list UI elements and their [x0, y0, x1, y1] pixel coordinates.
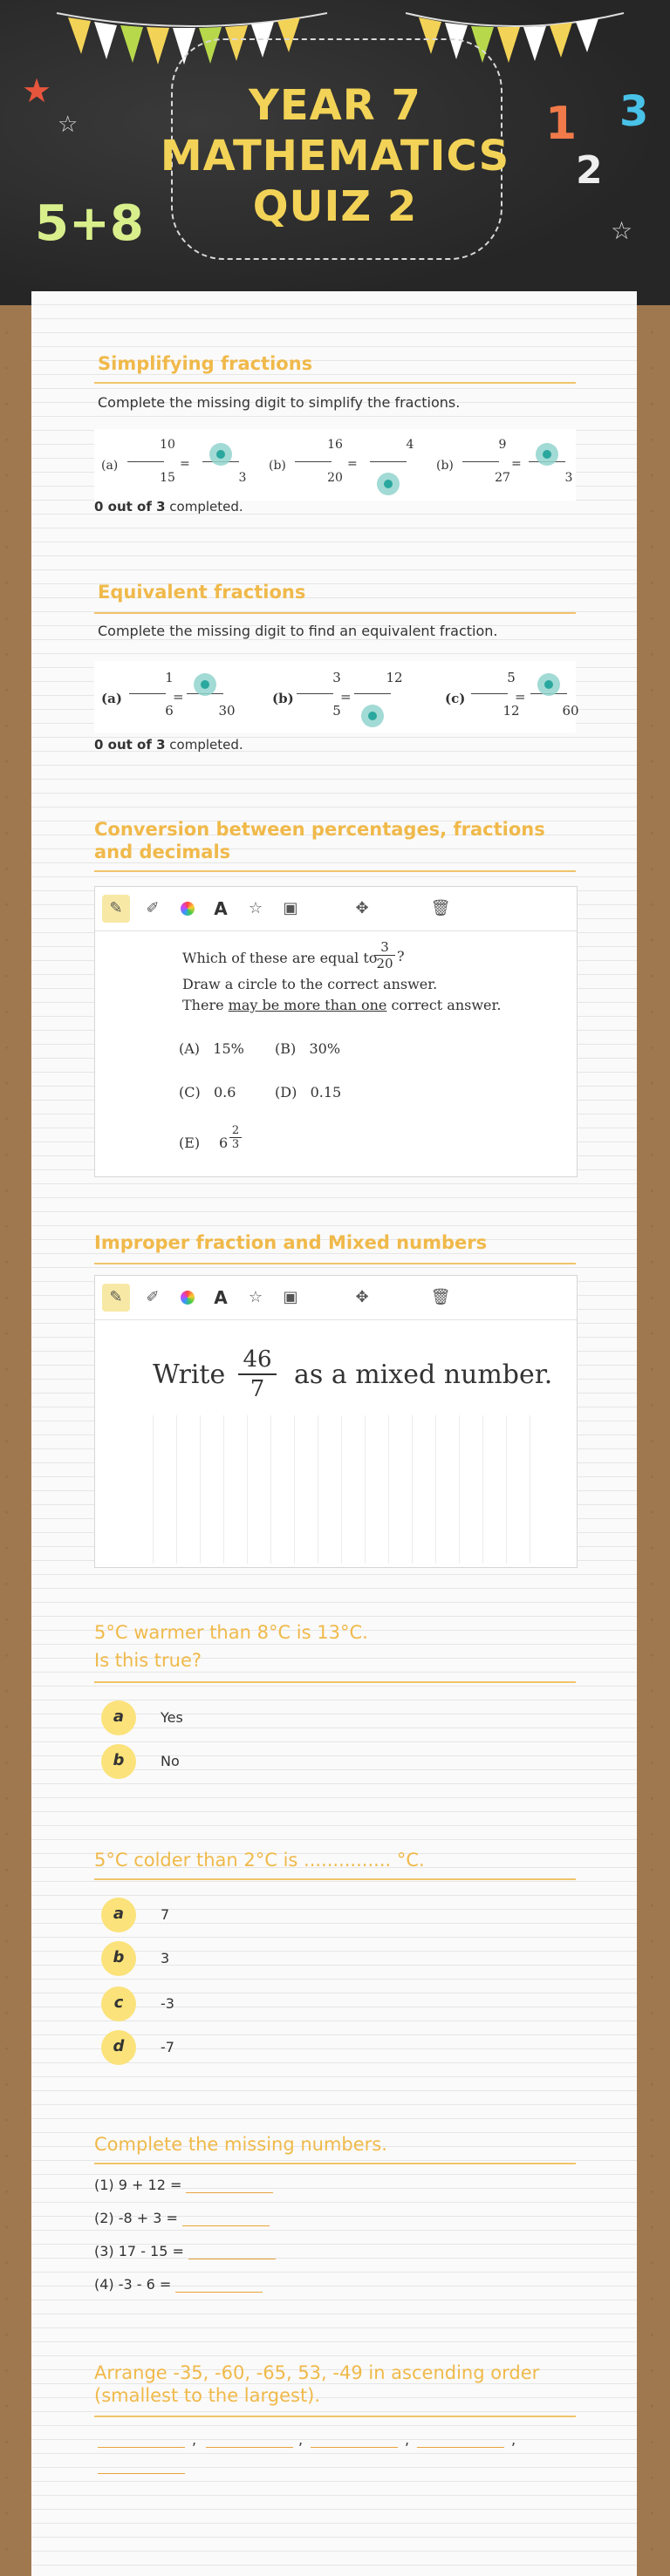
option-e-fraction [229, 1124, 242, 1151]
option-badge-c[interactable]: c [101, 1987, 136, 2021]
text-tool-icon[interactable]: A [214, 1287, 228, 1308]
option-badge-a[interactable]: a [101, 1898, 136, 1932]
separator: , [511, 2431, 516, 2448]
deco-equation: 5+8 [35, 195, 144, 252]
image-icon[interactable]: ▣ [283, 899, 298, 917]
denominator: 3 [564, 471, 573, 485]
question-title-colder: 5°C colder than 2°C is ............... °C. [94, 1850, 425, 1871]
marker-icon[interactable]: ✐ [146, 899, 160, 917]
section-title-simplifying: Simplifying fractions [98, 353, 313, 374]
answer-drop-target[interactable] [377, 473, 400, 495]
answer-blank[interactable] [188, 2243, 276, 2259]
question-write: Write [153, 1360, 226, 1390]
deco-number-three: 3 [619, 87, 649, 136]
move-icon[interactable]: ✥ [355, 1288, 369, 1306]
answer-blank[interactable] [98, 2447, 185, 2448]
numerator: 2 [231, 1124, 240, 1137]
option-e-whole: 6 [219, 1135, 229, 1151]
question-title-arrange: Arrange -35, -60, -65, 53, -49 in ascending order (smallest to the largest). [94, 2362, 540, 2406]
option-badge-b[interactable]: b [101, 1941, 136, 1976]
page-title: YEAR 7 MATHEMATICS QUIZ 2 [160, 81, 510, 231]
color-wheel-icon[interactable] [174, 1284, 202, 1312]
numerator: 4 [406, 438, 414, 452]
item-label: (a) [101, 459, 119, 473]
separator: , [192, 2431, 197, 2448]
missing-line-3: (3) 17 - 15 = [94, 2243, 276, 2259]
equals-sign: = [347, 457, 358, 471]
flag [68, 17, 91, 54]
question-line: There may be more than one correct answer. [182, 997, 502, 1013]
section-rule [94, 2416, 576, 2417]
completion-status: 0 out of 3 completed. [94, 499, 243, 515]
answer-blank[interactable] [186, 2177, 273, 2193]
missing-line-4: (4) -3 - 6 = [94, 2276, 263, 2293]
denominator: 5 [332, 703, 341, 719]
option-e: (E) [179, 1135, 201, 1151]
numerator: 16 [327, 438, 343, 452]
section-title-missing: Complete the missing numbers. [94, 2134, 387, 2155]
answer-drop-target[interactable] [209, 443, 232, 466]
denominator: 12 [502, 703, 520, 719]
option-text[interactable]: 3 [161, 1950, 170, 1966]
answer-drop-target[interactable] [537, 673, 560, 696]
option-badge-a[interactable]: a [101, 1700, 136, 1735]
numerator: 5 [507, 670, 516, 685]
denominator: 20 [376, 956, 393, 971]
question-line: Draw a circle to the correct answer. [182, 976, 438, 992]
move-icon[interactable]: ✥ [355, 899, 369, 917]
star-outline-icon: ☆ [611, 216, 633, 245]
section-title-equivalent: Equivalent fractions [98, 582, 306, 603]
option-text[interactable]: 7 [161, 1906, 170, 1923]
drawing-canvas-conversion[interactable] [94, 886, 578, 1177]
answer-blank[interactable] [311, 2447, 398, 2448]
flag [497, 27, 520, 63]
pencil-icon[interactable]: ✎ [102, 1284, 130, 1312]
equals-sign: = [180, 457, 190, 471]
option-badge-d[interactable]: d [101, 2030, 136, 2065]
item-label: (b) [269, 459, 286, 473]
item-label: (b) [436, 459, 454, 473]
option-d: (D) 0.15 [275, 1084, 342, 1101]
denominator: 3 [238, 471, 247, 485]
item-label: (a) [101, 691, 122, 706]
denominator: 15 [160, 471, 175, 485]
option-text[interactable]: -3 [161, 1995, 174, 2012]
trash-icon[interactable]: 🗑 [430, 899, 451, 917]
image-icon[interactable]: ▣ [283, 1288, 298, 1306]
equals-sign: = [515, 689, 526, 705]
question-title-warmer: 5°C warmer than 8°C is 13°C. Is this true? [94, 1622, 368, 1671]
numerator: 1 [165, 670, 174, 685]
section-rule [94, 612, 576, 614]
trash-icon[interactable]: 🗑 [430, 1288, 451, 1306]
item-label: (b) [272, 691, 294, 706]
drawing-canvas-improper[interactable] [94, 1275, 578, 1568]
option-badge-b[interactable]: b [101, 1744, 136, 1779]
instruction-text: Complete the missing digit to find an equivalent fraction. [98, 623, 498, 639]
answer-drop-target[interactable] [194, 673, 216, 696]
canvas-grid [130, 1415, 549, 1564]
question-mark: ? [397, 948, 405, 964]
star-outline-icon: ☆ [58, 112, 79, 138]
answer-drop-target[interactable] [536, 443, 558, 466]
separator: , [405, 2431, 410, 2448]
flag [576, 18, 598, 52]
equals-sign: = [173, 689, 184, 705]
pencil-icon[interactable]: ✎ [102, 895, 130, 923]
separator: , [298, 2431, 304, 2448]
marker-icon[interactable]: ✐ [146, 1288, 160, 1306]
equals-sign: = [511, 457, 522, 471]
numerator: 9 [498, 438, 507, 452]
question-fraction [238, 1346, 277, 1403]
answer-drop-target[interactable] [361, 705, 384, 727]
numerator: 10 [160, 438, 175, 452]
option-a: (A) 15% [179, 1040, 244, 1057]
fraction-row-simplify [94, 429, 576, 501]
star-icon[interactable]: ☆ [248, 899, 263, 917]
answer-blank[interactable] [206, 2447, 293, 2448]
question-line: Which of these are equal to [182, 950, 378, 966]
option-c: (C) 0.6 [179, 1084, 236, 1101]
numerator: 46 [243, 1346, 272, 1373]
option-text[interactable]: No [161, 1753, 180, 1769]
equals-sign: = [340, 689, 352, 705]
color-wheel-icon[interactable] [174, 895, 202, 923]
instruction-text: Complete the missing digit to simplify the fractions. [98, 394, 461, 411]
flag [550, 23, 572, 58]
section-rule [94, 1681, 576, 1683]
answer-blank[interactable] [98, 2473, 185, 2474]
flag [120, 25, 143, 63]
star-icon: ★ [22, 72, 52, 110]
deco-number-two: 2 [576, 148, 603, 193]
section-rule [94, 1263, 576, 1264]
option-b: (B) 30% [275, 1040, 341, 1057]
flag [94, 22, 117, 59]
section-rule [94, 1878, 576, 1880]
deco-number-one: 1 [545, 98, 578, 150]
answer-blank[interactable] [175, 2276, 263, 2293]
section-title-conversion: Conversion between percentages, fractions and decimals [94, 819, 545, 862]
drawing-toolbar [95, 887, 577, 931]
denominator: 60 [562, 703, 579, 719]
answer-blank[interactable] [417, 2447, 504, 2448]
denominator: 30 [218, 703, 236, 719]
section-rule [94, 870, 576, 872]
section-title-improper: Improper fraction and Mixed numbers [94, 1232, 488, 1253]
answer-blank[interactable] [182, 2210, 270, 2226]
denominator: 20 [327, 471, 343, 485]
question-fraction [374, 939, 395, 971]
numerator: 12 [386, 670, 403, 685]
flag [147, 27, 169, 65]
missing-line-2: (2) -8 + 3 = [94, 2210, 270, 2226]
denominator: 7 [250, 1376, 265, 1402]
denominator: 27 [495, 471, 510, 485]
denominator: 6 [165, 703, 174, 719]
denominator: 3 [231, 1138, 240, 1151]
text-tool-icon[interactable]: A [214, 898, 228, 919]
header-chalkboard [0, 0, 670, 305]
option-text[interactable]: Yes [161, 1709, 183, 1726]
fraction-row-equivalent [94, 661, 579, 733]
flag [523, 26, 546, 61]
numerator: 3 [380, 939, 389, 955]
section-rule [94, 382, 576, 384]
numerator: 3 [332, 670, 341, 685]
completion-status: 0 out of 3 completed. [94, 737, 243, 753]
drawing-toolbar [95, 1276, 577, 1320]
option-text[interactable]: -7 [161, 2039, 174, 2055]
missing-line-1: (1) 9 + 12 = [94, 2177, 273, 2193]
question-rest: as a mixed number. [294, 1360, 553, 1390]
item-label: (c) [445, 691, 466, 706]
section-rule [94, 2163, 576, 2164]
star-icon[interactable]: ☆ [248, 1288, 263, 1306]
